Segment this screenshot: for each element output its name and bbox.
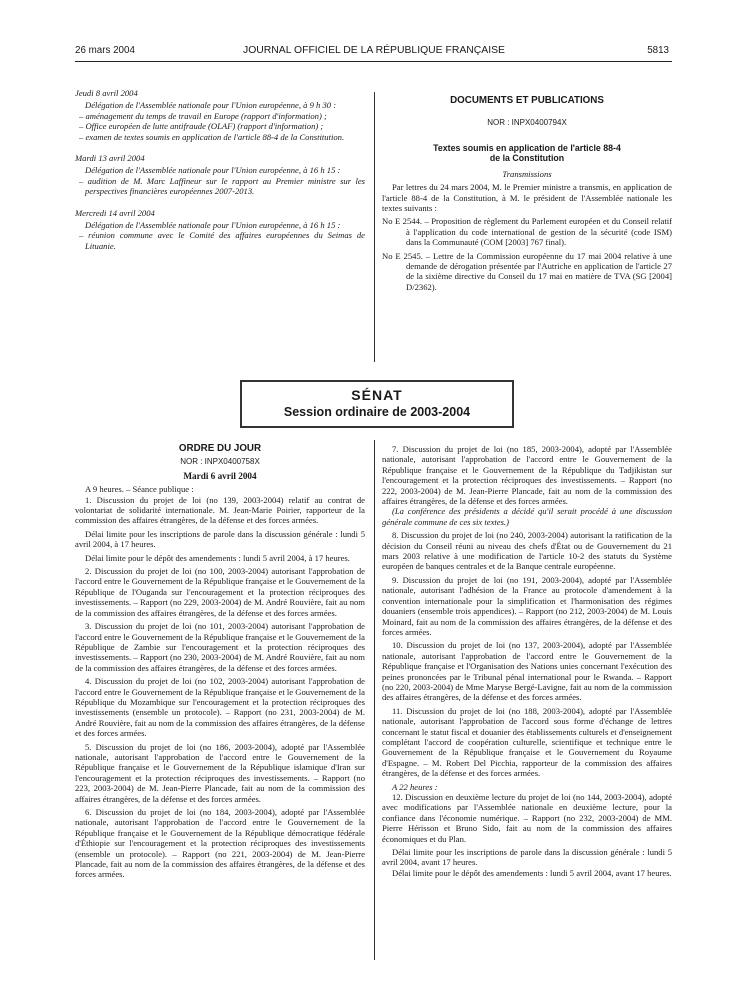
- transmission-intro: Par lettres du 24 mars 2004, M. le Premier ministre a transmis, en application de l'article 88-4 de la Constitution, à M. le président de l'Assemblée nationale les textes suivants :: [382, 182, 672, 214]
- ordre-du-jour-column-continued: [382, 444, 672, 878]
- agenda-an-column: [75, 88, 365, 251]
- ordre-du-jour-column: [75, 444, 365, 880]
- agenda-item: – aménagement du temps de travail en Europe (rapport d'information) ;: [79, 110, 327, 121]
- subsection-title-line-1: Textes soumis en application de l'article 88-4: [433, 142, 621, 153]
- documents-publications-column: [382, 96, 672, 292]
- header-date: 26 mars 2004: [75, 45, 135, 56]
- ordre-du-jour-title: ORDRE DU JOUR: [178, 443, 262, 454]
- agenda-item-5: 5. Discussion du projet de loi (no 186, 2003-2004), adopté par l'Assemblée nationale, autorisant l'approbation de l'accord entre le Gouvernement de la République française et le Gouvernement de la République islamique d'Iran sur l'encouragement et la protection réciproques des investissements. – Rapport (no 223, 2003-2004) de M. Jean-Pierre Plancade, fait au nom de la commission des affaires étrangères, de la défense et des forces armées.: [75, 741, 365, 804]
- subsection-title-line-2: de la Constitution: [489, 152, 565, 163]
- session-time: A 9 heures. – Séance publique :: [85, 484, 194, 495]
- session-time: A 22 heures :: [392, 781, 438, 792]
- delegation-line: Délégation de l'Assemblée nationale pour l'Union européenne, à 9 h 30 :: [85, 100, 337, 111]
- session-date: Mardi 6 avril 2004: [183, 470, 257, 481]
- transmissions-heading: Transmissions: [502, 168, 552, 179]
- agenda-item-9: 9. Discussion du projet de loi (no 191, 2003-2004), adopté par l'Assemblée nationale, autorisant l'adhésion de la France au protocole d'amendement à la convention internationale pour la simplification et l'harmonisation des régimes douaniers (ensemble trois appendices). – Rapport (no 212, 2003-2004) de M. Louis Moinard, fait au nom de la commission des affaires étrangères, de la défense et des forces armées.: [382, 574, 672, 637]
- delegation-line: Délégation de l'Assemblée nationale pour l'Union européenne, à 16 h 15 :: [85, 165, 341, 176]
- header-title: JOURNAL OFFICIEL DE LA RÉPUBLIQUE FRANÇAISE: [243, 45, 505, 56]
- day-heading: Mardi 13 avril 2004: [75, 153, 145, 164]
- agenda-item-8: 8. Discussion du projet de loi (no 240, 2003-2004) autorisant la ratification de la décision du Conseil réuni au niveau des chefs d'État ou de Gouvernement du 21 mars 2003 relative à une modification de l'article 10-2 des statuts du Système européen de banques centrales et de la Banque centrale européenne.: [382, 530, 672, 572]
- agenda-item-2: 2. Discussion du projet de loi (no 100, 2003-2004) autorisant l'approbation de l'accord entre le Gouvernement de la République française et le Gouvernement de la République de l'Ouganda sur l'encouragement et la protection réciproques des investissements. – Rapport (no 229, 2003-2004) de M. André Rouvière, fait au nom de la commission des affaires étrangères, de la défense et des forces armées.: [75, 566, 365, 618]
- deadline-amendments: Délai limite pour le dépôt des amendements : lundi 5 avril 2004, à 17 heures.: [85, 552, 350, 563]
- agenda-item: – examen de textes soumis en application de l'article 88-4 de la Constitution.: [79, 131, 345, 142]
- nor-reference: NOR : INPX0400758X: [180, 457, 260, 467]
- nor-reference: NOR : INPX0400794X: [487, 118, 567, 128]
- day-heading: Mercredi 14 avril 2004: [75, 207, 155, 218]
- agenda-item: – audition de M. Marc Laffineur sur le rapport au Premier ministre sur les perspectives financières européennes 2007-2013.: [79, 175, 365, 197]
- agenda-item: – Office européen de lutte antifraude (OLAF) (rapport d'information) ;: [79, 121, 324, 132]
- header-page-number: 5813: [647, 45, 669, 56]
- page-header: [0, 45, 748, 61]
- section-title: DOCUMENTS ET PUBLICATIONS: [450, 95, 604, 106]
- document-entry: No E 2544. – Proposition de règlement du Parlement européen et du Conseil relatif à l'application du code international de gestion de la sécurité (code ISM) dans la Communauté (COM [2003] 767 final).: [382, 216, 672, 248]
- agenda-item-10: 10. Discussion du projet de loi (no 137, 2003-2004), adopté par l'Assemblée nationale, autorisant l'approbation de l'accord entre le Gouvernement de la République française et l'Organisation des Nations unies concernant l'exécution des peines prononcées par le Tribunal pénal international pour le Rwanda. – Rapport (no 220, 2003-2004) de Mme Maryse Bergé-Lavigne, fait au nom de la commission des affaires étrangères, de la défense et des forces armées.: [382, 640, 672, 703]
- senat-title: SÉNAT: [351, 387, 403, 403]
- delegation-line: Délégation de l'Assemblée nationale pour l'Union européenne, à 16 h 15 :: [85, 220, 341, 231]
- deadline-amendments: Délai limite pour le dépôt des amendements : lundi 5 avril 2004, avant 17 heures.: [392, 867, 672, 878]
- agenda-item-4: 4. Discussion du projet de loi (no 102, 2003-2004) autorisant l'approbation de l'accord entre le Gouvernement de la République française et le Gouvernement de la République du Mozambique sur l'encouragement et la protection réciproques des investissements (ensemble un protocole). – Rapport (no 231, 2003-2004) de M. André Rouvière, fait au nom de la commission des affaires étrangères, de la défense et des forces armées.: [75, 676, 365, 739]
- agenda-item-12: 12. Discussion en deuxième lecture du projet de loi (no 144, 2003-2004), adopté avec modifications par l'Assemblée nationale en deuxième lecture, pour la confiance dans l'économie numérique. – Rapport (no 232, 2003-2004) de MM. Pierre Hérisson et Bruno Sido, fait au nom de la commission des affaires économiques et du Plan.: [382, 792, 672, 844]
- document-entry: No E 2545. – Lettre de la Commission européenne du 17 mai 2004 relative à une demande de dérogation présentée par l'Autriche en application de l'article 27 de la sixième directive du Conseil du 17 mai en matière de TVA (SG [2004] D/2362).: [382, 250, 672, 292]
- agenda-item-7: 7. Discussion du projet de loi (no 185, 2003-2004), adopté par l'Assemblée nationale, autorisant l'approbation de l'accord entre le Gouvernement de la République française et le Gouvernement de la République du Tadjikistan sur l'encouragement et la protection réciproques des investissements. – Rapport (no 222, 2003-2004) de M. Jean-Pierre Plancade, fait au nom de la commission des affaires étrangères, de la défense et des forces armées.: [382, 444, 672, 507]
- deadline-speakers: Délai limite pour les inscriptions de parole dans la discussion générale : lundi 5 avril 2004, avant 17 heures.: [382, 847, 672, 868]
- agenda-item: – réunion commune avec le Comité des affaires européennes du Seimas de Lituanie.: [79, 230, 365, 251]
- deadline-speakers: Délai limite pour les inscriptions de parole dans la discussion générale : lundi 5 avril 2004, à 17 heures.: [75, 528, 365, 550]
- session-title: Session ordinaire de 2003-2004: [283, 405, 471, 419]
- column-divider: [374, 92, 375, 362]
- agenda-item-3: 3. Discussion du projet de loi (no 101, 2003-2004) autorisant l'approbation de l'accord entre le Gouvernement de la République française et le Gouvernement de la République de Zambie sur l'encouragement et la protection réciproques des investissements. – Rapport (no 230, 2003-2004) de M. André Rouvière, fait au nom de la commission des affaires étrangères, de la défense et des forces armées.: [75, 621, 365, 673]
- senat-box: [240, 380, 514, 428]
- agenda-item-11: 11. Discussion du projet de loi (no 188, 2003-2004), adopté par l'Assemblée nationale, autorisant l'approbation de l'accord sous forme d'échange de lettres concernant le statut fiscal et douanier des établissements culturels et d'enseignement complétant l'accord de coopération culturelle, scientifique et technique entre le Gouvernement de la République française et le Gouvernement du Royaume d'Espagne. – M. Robert Del Picchia, rapporteur de la commission des affaires étrangères, de la défense et des forces armées.: [382, 705, 672, 779]
- header-rule: [75, 61, 672, 62]
- day-heading: Jeudi 8 avril 2004: [75, 88, 138, 98]
- conference-note: (La conférence des présidents a décidé qu'il serait procédé à une discussion générale commune de ces six textes.): [382, 506, 672, 527]
- column-divider: [374, 440, 375, 960]
- agenda-item-1: 1. Discussion du projet de loi (no 139, 2003-2004) relatif au contrat de volontariat de solidarité internationale. M. Jean-Marie Poirier, rapporteur de la commission des affaires étrangères, de la défense et des forces armées.: [75, 494, 365, 526]
- agenda-item-6: 6. Discussion du projet de loi (no 184, 2003-2004), adopté par l'Assemblée nationale, autorisant l'approbation de l'accord entre le Gouvernement de la République française et le Gouvernement de la République démocratique fédérale d'Éthiopie sur l'encouragement et la protection réciproques des investissements (ensemble un protocole). – Rapport (no 221, 2003-2004) de M. Jean-Pierre Plancade, fait au nom de la commission des affaires étrangères, de la défense et des forces armées.: [75, 807, 365, 880]
